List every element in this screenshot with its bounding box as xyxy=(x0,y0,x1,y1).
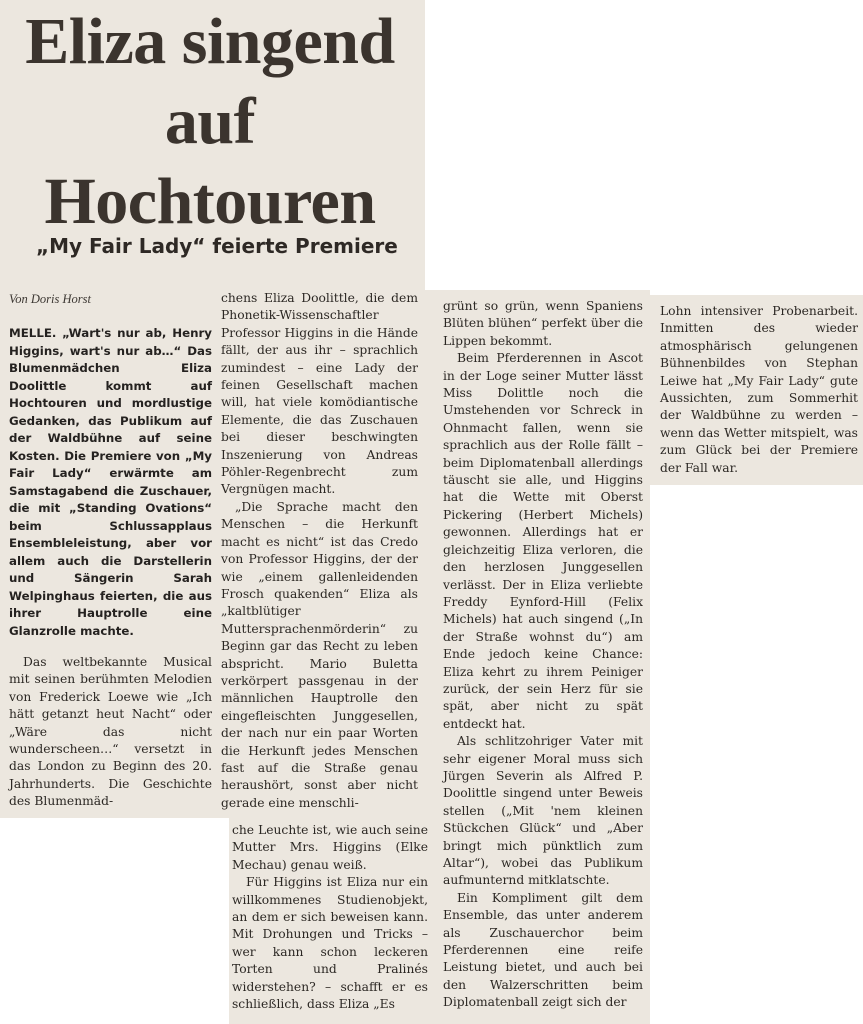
body-paragraph: Als schlitzohriger Vater mit sehr eigener Moral muss sich Jürgen Severin als Alfred P. Doolittle singend unter Beweis stellen („Mit 'nem kleinen Stückchen Glück“ und „Aber bringt mich pünktlich zum Altar“), wobei das Publikum aufmunternd mitklatschte. xyxy=(443,734,643,888)
body-paragraph: che Leuchte ist, wie auch seine Mutter Mrs. Higgins (Elke Mechau) genau weiß. xyxy=(232,823,428,872)
column-two xyxy=(221,290,418,812)
body-paragraph: Das weltbekannte Musical mit seinen berühmten Melodien von Frederick Loewe wie „Ich hätt getanzt heut Nacht“ oder „Wäre das nicht wunderscheen…“ versetzt in das London zu Beginn des 20. Jahrhunderts. Die Geschichte des Blumenmäd- xyxy=(9,655,212,809)
body-paragraph: Für Higgins ist Eliza nur ein willkommenes Studienobjekt, an dem er sich beweisen kann. Mit Drohungen und Tricks – wer kann schon leckeren Torten und Pralinés widerstehen? – schafft er es schließlich, dass Eliza „Es xyxy=(232,875,428,1012)
column-one xyxy=(9,325,212,811)
body-paragraph: Ein Kompliment gilt dem Ensemble, das unter anderem als Zuschauerchor beim Pferderennen eine reife Leistung bietet, und auch bei den Walzerschritten beim Diplomatenball zeigt sich der xyxy=(443,890,643,1010)
body-paragraph: „Die Sprache macht den Menschen – die Herkunft macht es nicht“ ist das Credo von Professor Higgins, der der wie „einem gallenleidenden Frosch quakenden“ Eliza als „kaltblütiger Muttersprachenmörderin“ zu Beginn gar das Recht zu leben abspricht. Mario Buletta verkörpert passgenau in der männlichen Hauptrolle den eingefleischten Junggesellen, der nach nur ein paar Worten die Herkunft jedes Menschen fast auf die Straße genau heraushört, sonst aber nicht gerade eine menschli- xyxy=(221,499,418,810)
headline: Eliza singend auf Hochtouren xyxy=(25,5,395,238)
subheadline: „My Fair Lady“ feierte Premiere xyxy=(36,234,398,258)
column-three xyxy=(443,298,643,1012)
column-two-continued xyxy=(232,822,428,1013)
byline: Von Doris Horst xyxy=(9,292,91,306)
body-paragraph: chens Eliza Doolittle, die dem Phonetik-Wissenschaftler Professor Higgins in die Hände fällt, der aus ihr – sprachlich zumindest – eine Lady der feinen Gesellschaft machen will, hat viele komödiantische Elemente, die das Zuschauen bei dieser beschwingten Inszenierung von Andreas Pöhler-Regenbrecht zum Vergnügen macht. xyxy=(221,291,418,497)
body-paragraph: grünt so grün, wenn Spaniens Blüten blühen“ perfekt über die Lippen bekommt. xyxy=(443,299,643,348)
body-paragraph: Beim Pferderennen in Ascot in der Loge seiner Mutter lässt Miss Dolittle noch die Umstehenden vor Schreck in Ohnmacht fallen, wenn sie sprachlich aus der Rolle fällt – beim Diplomatenball allerdings täuscht sie alle, und Higgins hat die Wette mit Oberst Pickering (Herbert Michels) gewonnen. Allerdings hat er gleichzeitig Eliza verloren, die den herzlosen Junggesellen verlässt. Der in Eliza verliebte Freddy Eynford-Hill (Felix Michels) hat auch singend („In der Straße wohnst du“) am Ende jedoch keine Chance: Eliza kehrt zu ihrem Peiniger zurück, der sein Herz für sie spät, aber nicht zu spät entdeckt hat. xyxy=(443,351,643,731)
lead-paragraph: MELLE. „Wart's nur ab, Henry Higgins, wart's nur ab…“ Das Blumenmädchen Eliza Doolittle kommt auf Hochtouren und mordlustige Gedanken, das Publikum auf der Waldbühne auf seine Kosten. Die Premiere von „My Fair Lady“ erwärmte am Samstagabend die Zuschauer, die mit „Standing Ovations“ beim Schlussapplaus Ensembleleistung, aber vor allem auch die Darstellerin und Sängerin Sarah Welpinghaus feierten, die aus ihrer Hauptrolle eine Glanzrolle machte. xyxy=(9,326,212,638)
column-four xyxy=(660,303,858,477)
body-paragraph: Lohn intensiver Probenarbeit. Inmitten des wieder atmosphärisch gelungenen Bühnenbildes von Stephan Leiwe hat „My Fair Lady“ gute Aussichten, zum Sommerhit der Waldbühne zu werden – wenn das Wetter mitspielt, was zum Glück bei der Premiere der Fall war. xyxy=(660,304,858,475)
